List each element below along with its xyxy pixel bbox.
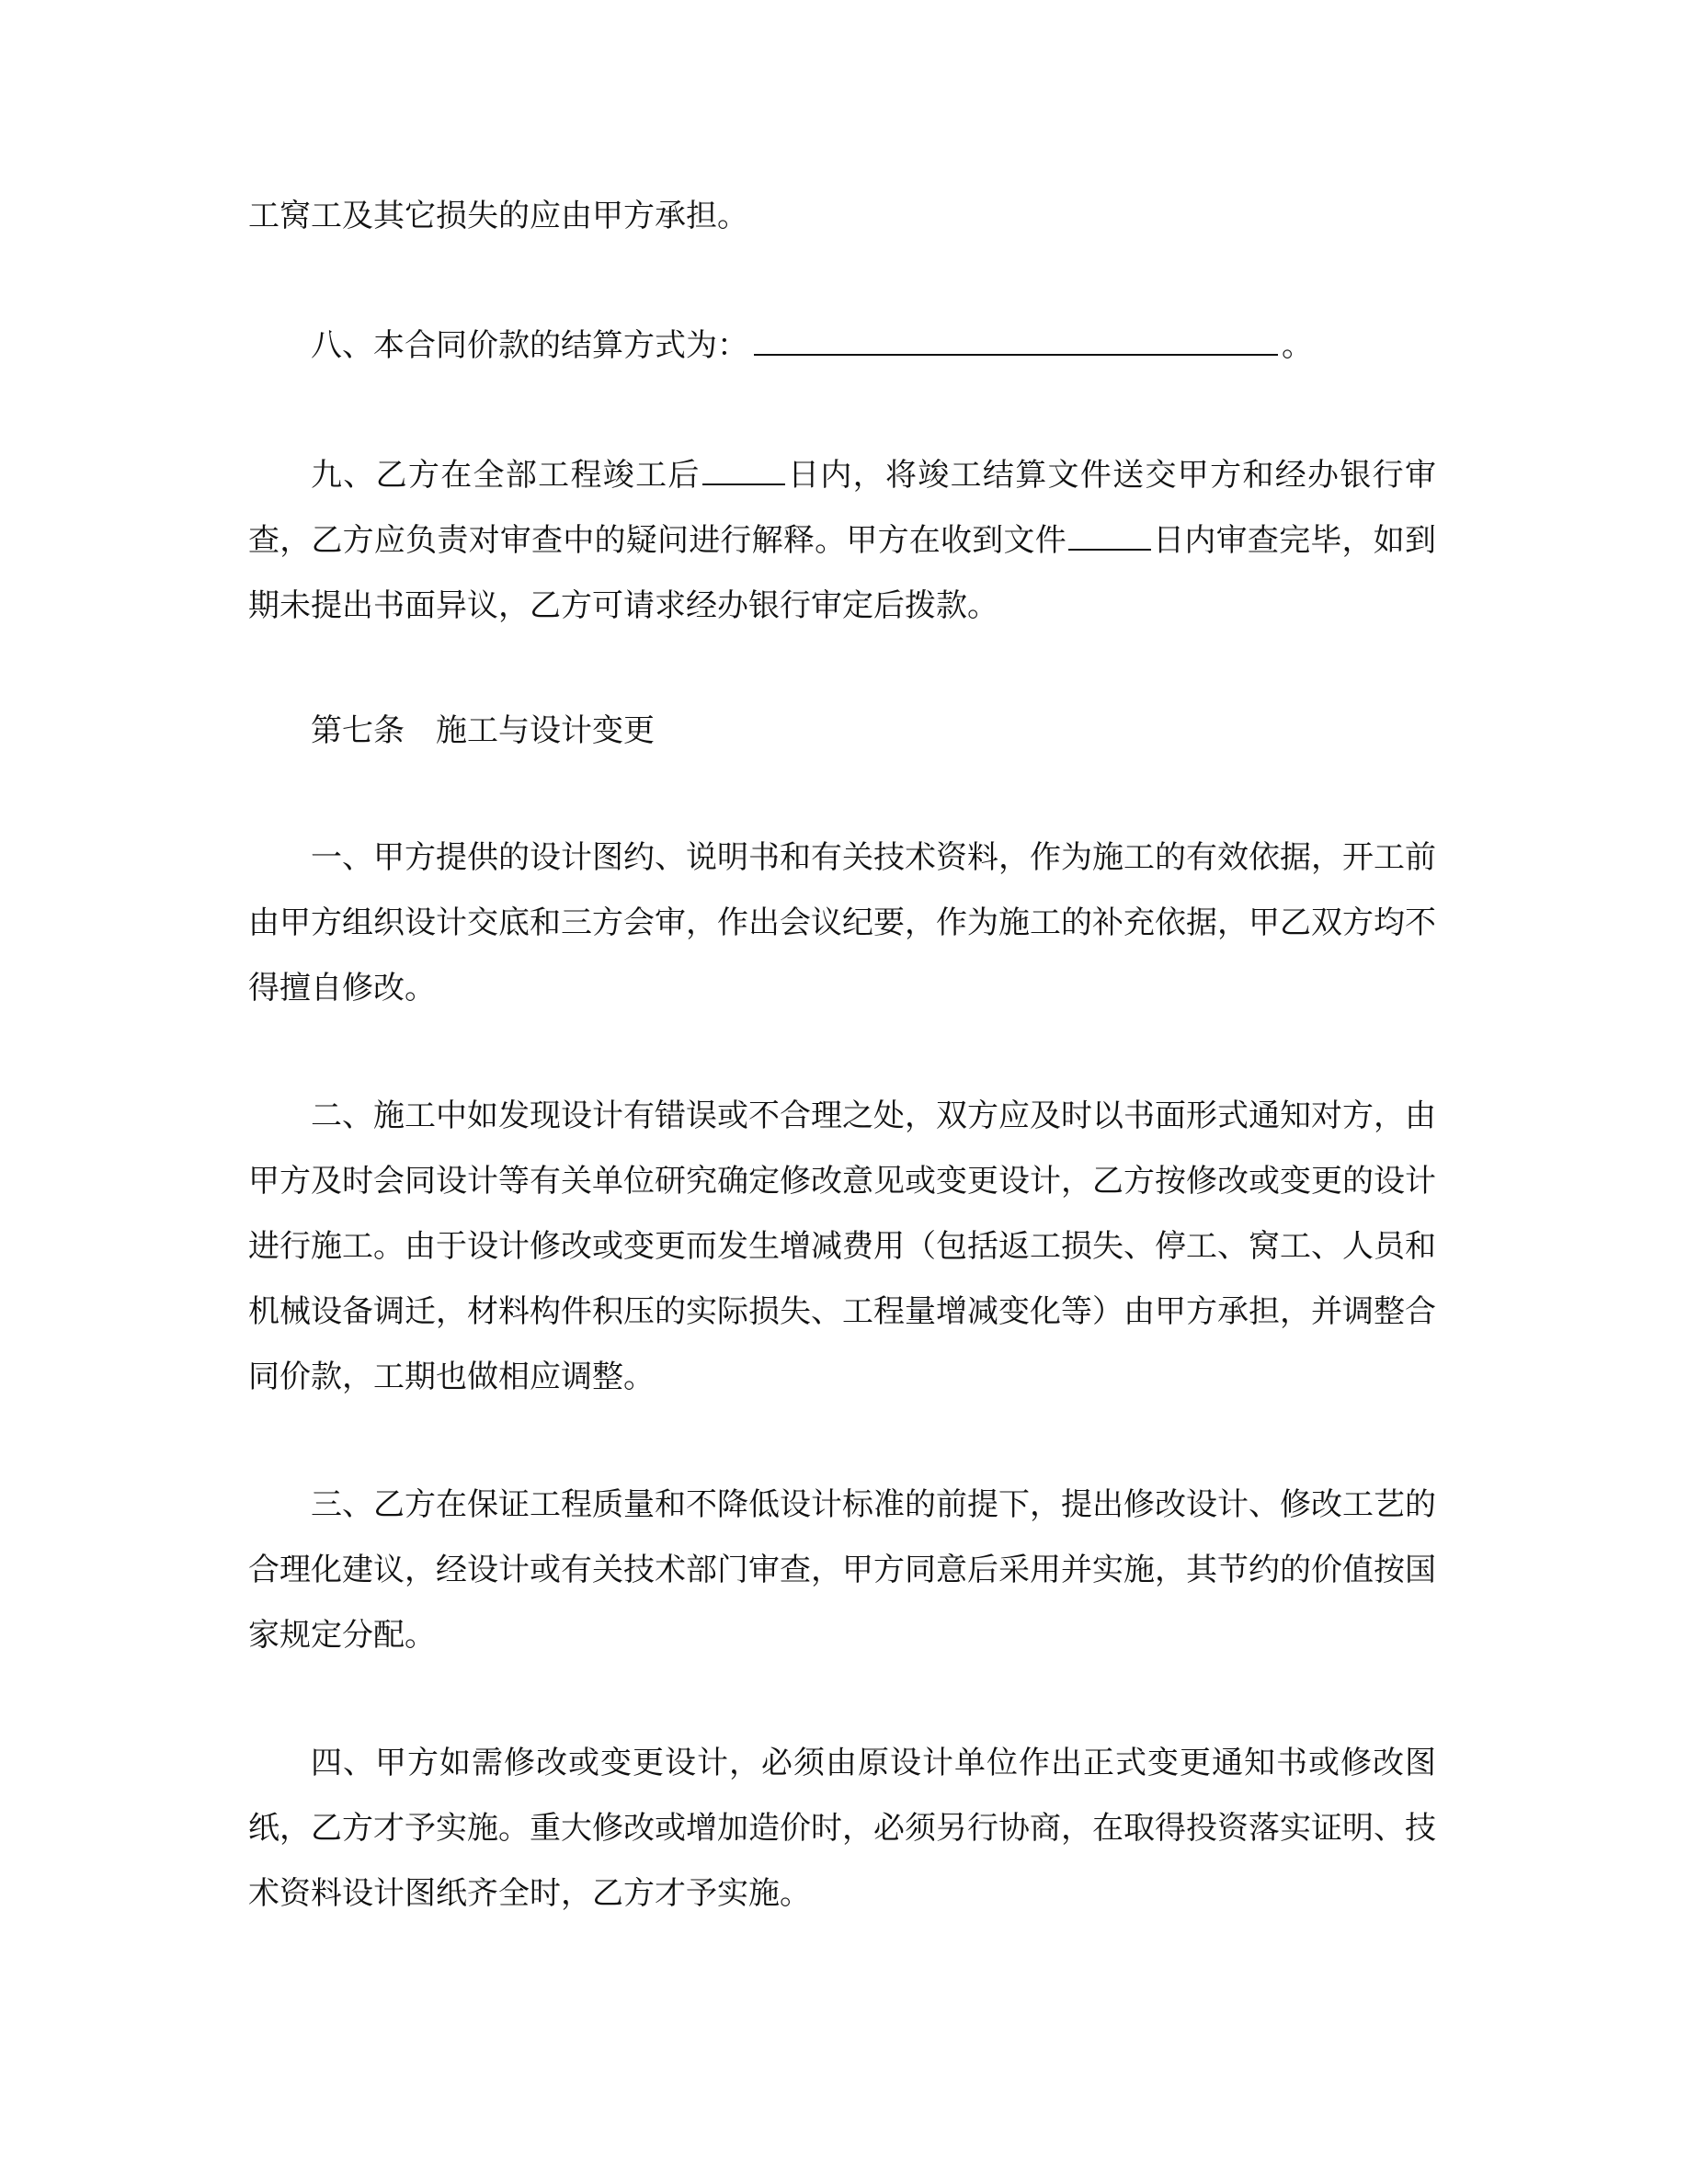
paragraph-text: 四、甲方如需修改或变更设计，必须由原设计单位作出正式变更通知书或修改图纸，乙方才予实施。重大修改或增加造价时，必须另行协商，在取得投资落实证明、技术资料设计图纸齐全时，乙方才予实施。 — [248, 1745, 1436, 1912]
paragraph-text: 三、乙方在保证工程质量和不降低设计标准的前提下，提出修改设计、修改工艺的合理化建议，经设计或有关技术部门审查，甲方同意后采用并实施，其节约的价值按国家规定分配。 — [248, 1486, 1436, 1654]
paragraph-clause-9 — [248, 443, 1436, 639]
paragraph-text: 八、本合同价款的结算方式为： — [311, 327, 748, 364]
paragraph-text: 一、甲方提供的设计图约、说明书和有关技术资料，作为施工的有效依据，开工前由甲方组织设计交底和三方会审，作出会议纪要，作为施工的补充依据，甲乙双方均不得擅自修改。 — [248, 839, 1436, 1007]
paragraph-text: 日内，将竣工结算文件送交甲方和经办银行审查，乙方应负责对审查中的疑问进行解释。甲方在收到文件 — [248, 457, 1436, 559]
paragraph-item-4 — [248, 1731, 1436, 1927]
paragraph-item-2 — [248, 1084, 1436, 1410]
paragraph-continuation — [248, 184, 1436, 249]
paragraph-text: 二、施工中如发现设计有错误或不合理之处，双方应及时以书面形式通知对方，由甲方及时会同设计等有关单位研究确定修改意见或变更设计，乙方按修改或变更的设计进行施工。由于设计修改或变更而发生增减费用（包括返工损失、停工、窝工、人员和机械设备调迁，材料构件积压的实际损失、工程量增减变化等）由甲方承担，并调整合同价款，工期也做相应调整。 — [248, 1098, 1436, 1395]
settlement-method-blank[interactable] — [754, 326, 1278, 356]
days-blank-2[interactable] — [1068, 521, 1151, 551]
paragraph-item-3 — [248, 1473, 1436, 1668]
heading-text: 第七条 施工与设计变更 — [311, 712, 655, 749]
days-blank-1[interactable] — [702, 456, 785, 485]
paragraph-text: 九、乙方在全部工程竣工后 — [311, 457, 701, 494]
paragraph-text: 。 — [1282, 327, 1313, 364]
paragraph-clause-8 — [248, 313, 1436, 379]
paragraph-text: 工窝工及其它损失的应由甲方承担。 — [248, 198, 748, 234]
paragraph-text: 日内审查完毕，如到期未提出书面异议，乙方可请求经办银行审定后拨款。 — [248, 522, 1437, 624]
section-heading — [248, 699, 1436, 764]
paragraph-item-1 — [248, 825, 1436, 1021]
